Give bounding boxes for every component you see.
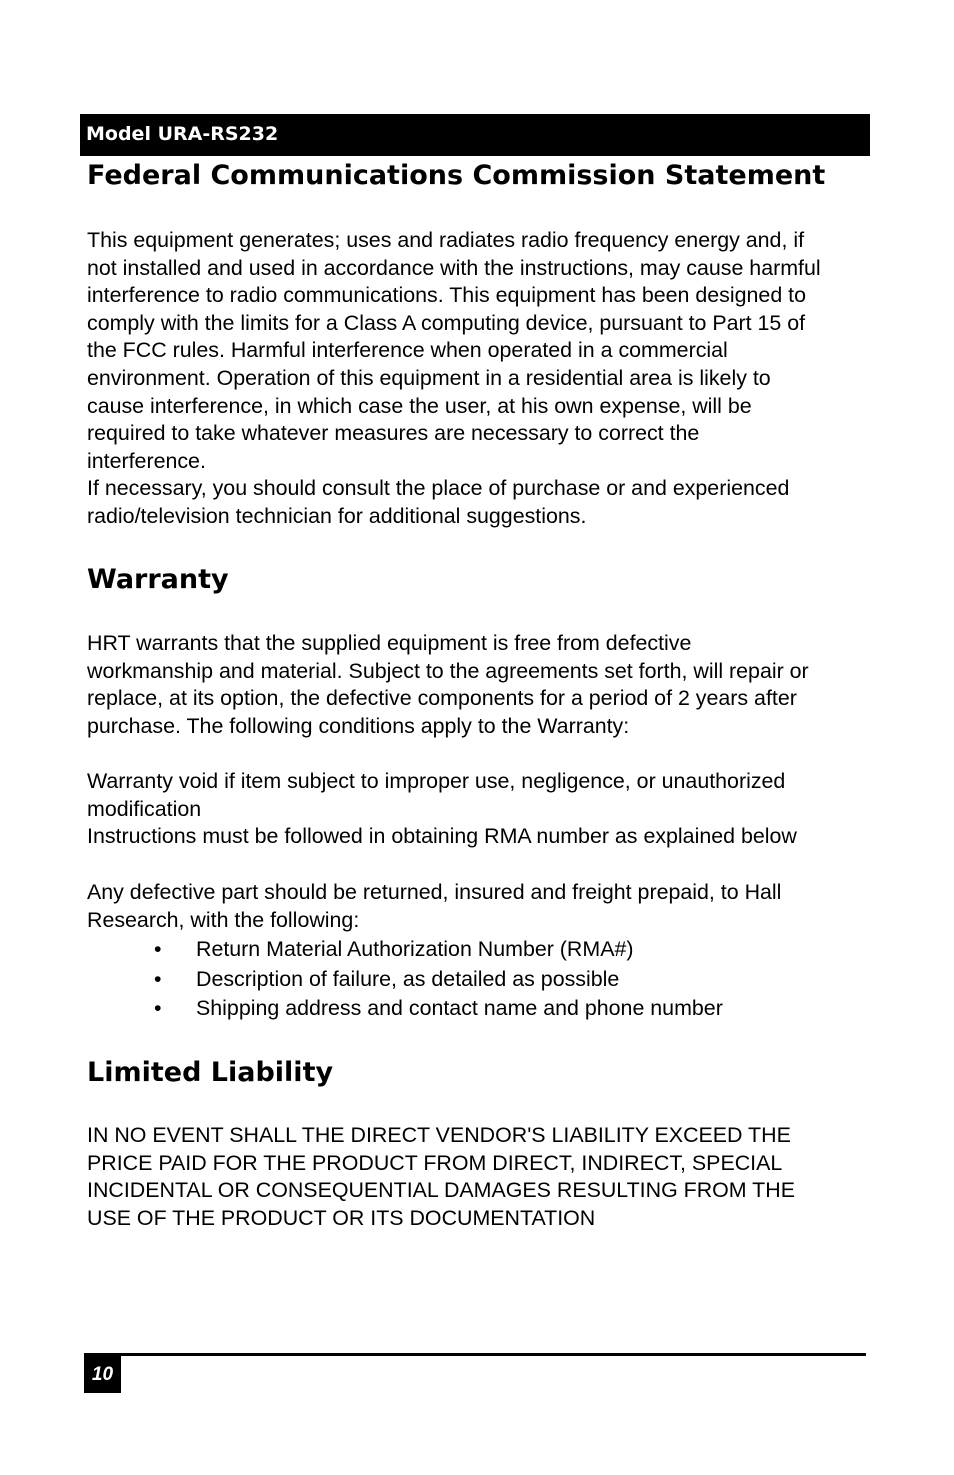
bullet-icon: • [154,966,162,991]
list-item [87,935,723,965]
list-item-text: Shipping address and contact name and phone number [196,996,723,1020]
liability-line: IN NO EVENT SHALL THE DIRECT VENDOR'S LIABILITY EXCEED THE [87,1123,791,1147]
model-label: Model URA-RS232 [86,123,279,145]
warranty-heading: Warranty [87,564,229,595]
bullet-icon: • [154,937,162,961]
warranty-line: HRT warrants that the supplied equipment is free from defective [87,631,692,655]
liability-line: INCIDENTAL OR CONSEQUENTIAL DAMAGES RESULTING FROM THE [87,1178,795,1203]
header-bar [80,114,870,156]
liability-heading: Limited Liability [87,1057,334,1088]
warranty-conditions [87,768,877,851]
list-item-text: Description of failure, as detailed as possible [196,966,620,991]
footer-divider [84,1353,866,1356]
fcc-line: interference to radio communications. This equipment has been designed to [87,283,806,308]
return-line: Research, with the following: [87,907,360,932]
bullet-icon: • [154,996,162,1020]
fcc-line: interference. [87,448,206,473]
condition-line: Warranty void if item subject to improper use, negligence, or unauthorized [87,769,786,793]
warranty-intro [87,630,877,740]
fcc-line: comply with the limits for a Class A computing device, pursuant to Part 15 of [87,310,806,335]
list-item-text: Return Material Authorization Number (RMA#) [196,937,634,961]
page-number-box [84,1356,121,1393]
fcc-line: environment. Operation of this equipment in a residential area is likely to [87,365,771,390]
warranty-line: workmanship and material. Subject to the agreements set forth, will repair or [87,658,809,683]
list-item [87,994,723,1024]
warranty-line: replace, at its option, the defective components for a period of 2 years after [87,686,797,711]
return-requirements-list [87,935,723,1024]
list-item [87,965,723,995]
fcc-line: If necessary, you should consult the place of purchase or and experienced [87,476,790,501]
warranty-return-instructions [87,879,877,934]
fcc-line: not installed and used in accordance with the instructions, may cause harmful [87,255,821,280]
liability-paragraph [87,1122,877,1232]
fcc-line: cause interference, in which case the user, at his own expense, will be [87,393,752,418]
condition-line: modification [87,796,202,821]
fcc-line: This equipment generates; uses and radiates radio frequency energy and, if [87,228,805,252]
condition-line: Instructions must be followed in obtaining RMA number as explained below [87,824,797,849]
liability-line: PRICE PAID FOR THE PRODUCT FROM DIRECT, INDIRECT, SPECIAL [87,1150,783,1175]
fcc-heading: Federal Communications Commission Statement [87,160,826,191]
fcc-line: the FCC rules. Harmful interference when operated in a commercial [87,338,728,363]
page-number: 10 [91,1364,114,1385]
fcc-paragraph [87,227,877,531]
return-line: Any defective part should be returned, insured and freight prepaid, to Hall [87,880,782,904]
fcc-line: required to take whatever measures are necessary to correct the [87,421,700,446]
liability-line: USE OF THE PRODUCT OR ITS DOCUMENTATION [87,1205,596,1230]
warranty-line: purchase. The following conditions apply to the Warranty: [87,713,630,738]
fcc-line: radio/television technician for additional suggestions. [87,503,587,528]
